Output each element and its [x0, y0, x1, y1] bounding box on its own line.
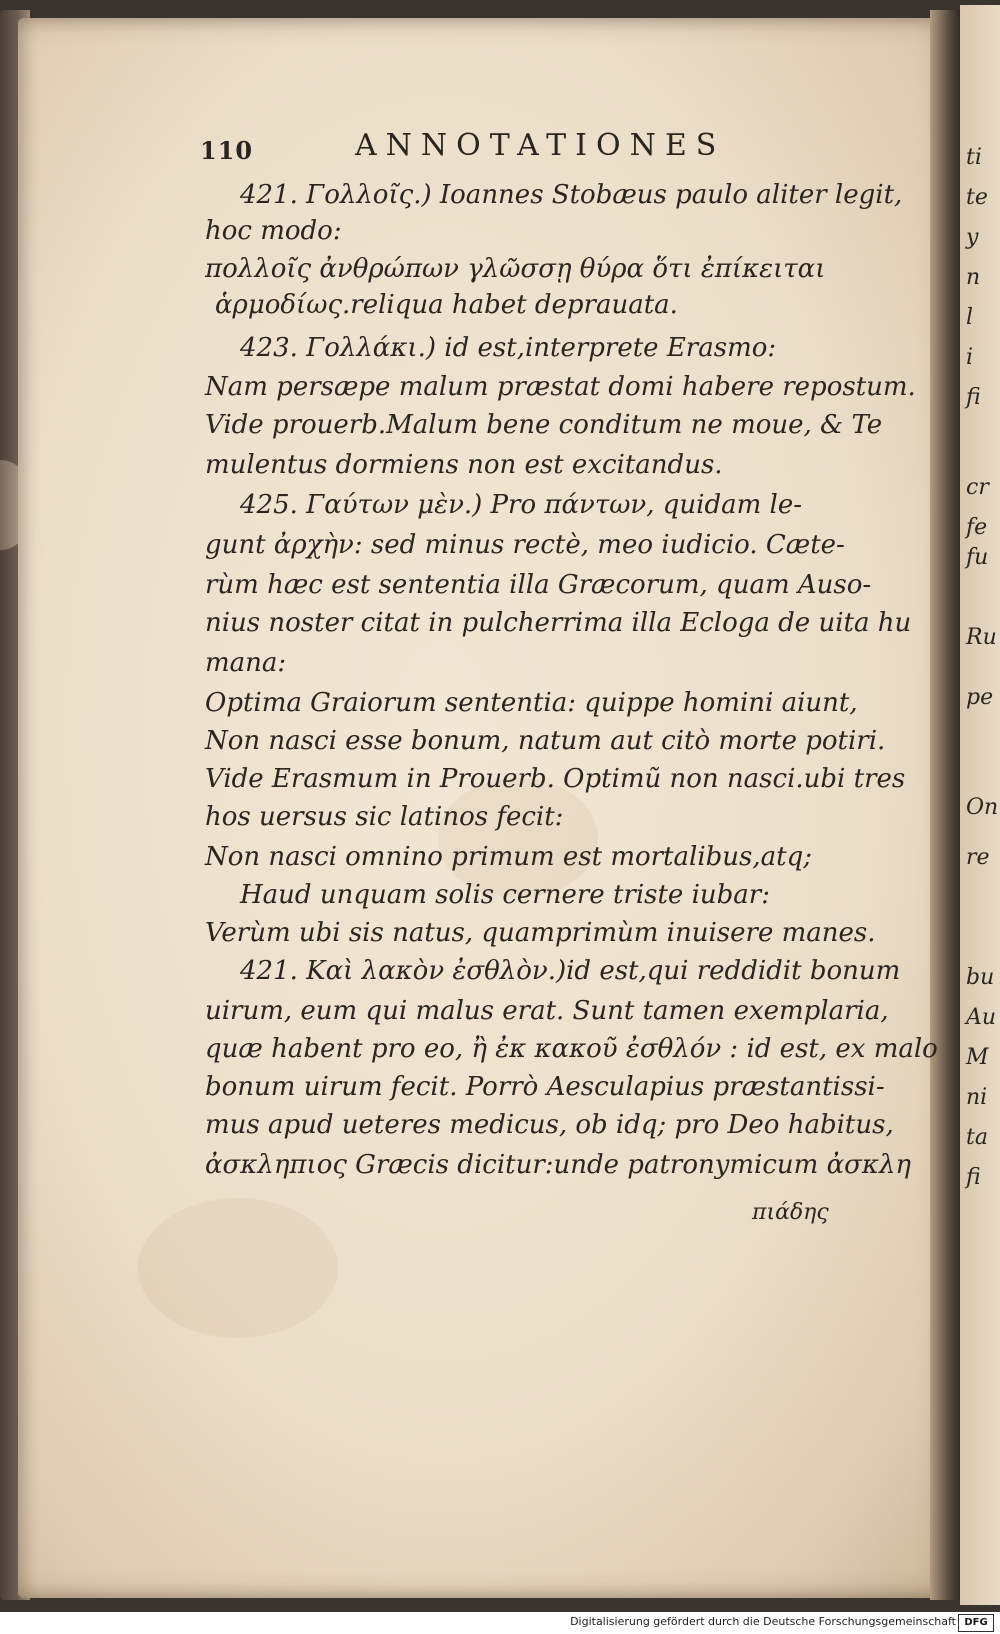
next-page-fragment: pe — [966, 685, 994, 710]
text-line: mana: — [205, 648, 287, 678]
catchword: πιάδης — [752, 1200, 829, 1225]
text-line: ἁρμοδίως.reliqua habet deprauata. — [215, 290, 678, 320]
next-page-fragment: fi — [966, 1165, 981, 1190]
text-line: πολλοῖς ἀνθρώπων γλῶσσῃ θύρα ὅτι ἐπίκειται — [205, 254, 826, 284]
dfg-logo: DFG — [958, 1614, 994, 1632]
text-line: ἀσκληπιος Græcis dicitur:unde patronymicum ἀσκλη — [205, 1150, 912, 1180]
text-line: mus apud ueteres medicus, ob idq; pro Deo habitus, — [205, 1110, 894, 1140]
text-line: Vide prouerb.Malum bene conditum ne moue, & Te — [205, 410, 883, 440]
text-line: 423. Γολλάκι.) id est,interprete Erasmo: — [240, 333, 777, 363]
text-line: gunt ἀρχὴν: sed minus rectè, meo iudicio. Cæte- — [205, 530, 845, 560]
next-page-fragment: te — [966, 185, 988, 210]
next-page-fragment: fu — [966, 545, 989, 570]
text-line: Non nasci omnino primum est mortalibus,atq; — [205, 842, 812, 872]
next-page-fragment: Ru — [966, 625, 997, 650]
next-page-fragment: y — [966, 225, 979, 250]
text-line: nius noster citat in pulcherrima illa Ecloga de uita hu — [205, 608, 912, 638]
next-page-fragment: i — [966, 345, 974, 370]
next-page-edge — [960, 5, 1000, 1605]
text-line: 421. Καὶ λακὸν ἐσθλὸν.)id est,qui reddidit bonum — [240, 956, 901, 986]
next-page-fragment: ni — [966, 1085, 988, 1110]
book-gutter — [930, 10, 960, 1600]
running-header — [200, 128, 850, 168]
text-line: Verùm ubi sis natus, quamprimùm inuisere manes. — [205, 918, 876, 948]
footer-credit: Digitalisierung gefördert durch die Deutsche Forschungsgemeinschaft — [570, 1615, 956, 1628]
next-page-fragment: On — [966, 795, 999, 820]
text-line: hos uersus sic latinos fecit: — [205, 802, 564, 832]
next-page-fragment: bu — [966, 965, 995, 990]
text-line: Nam persæpe malum præstat domi habere repostum. — [205, 372, 916, 402]
text-line: hoc modo: — [205, 216, 342, 246]
text-line: Non nasci esse bonum, natum aut citò morte potiri. — [205, 726, 886, 756]
text-line: mulentus dormiens non est excitandus. — [205, 450, 723, 480]
text-line: Vide Erasmum in Prouerb. Optimũ non nasci.ubi tres — [205, 764, 906, 794]
next-page-fragment: ti — [966, 145, 982, 170]
text-line: quæ habent pro eo, ἢ ἐκ κακοῦ ἐσθλόν : id est, ex malo — [205, 1034, 938, 1064]
page-number: 110 — [200, 136, 254, 165]
next-page-fragment: re — [966, 845, 990, 870]
running-head-title: ANNOTATIONES — [355, 128, 726, 163]
text-line: rùm hæc est sententia illa Græcorum, quam Auso- — [205, 570, 872, 600]
text-line: 425. Γαύτων μὲν.) Pro πάντων, quidam le- — [240, 490, 803, 520]
next-page-fragment: ta — [966, 1125, 988, 1150]
next-page-fragment: l — [966, 305, 974, 330]
text-line: 421. Γολλοῖς.) Ioannes Stobæus paulo aliter legit, — [240, 180, 903, 210]
next-page-fragment: Au — [966, 1005, 997, 1030]
next-page-fragment: n — [966, 265, 981, 290]
next-page-fragment: M — [966, 1045, 989, 1070]
next-page-fragment: fe — [966, 515, 988, 540]
text-line: uirum, eum qui malus erat. Sunt tamen exemplaria, — [205, 996, 889, 1026]
text-line: bonum uirum fecit. Porrò Aesculapius præstantissi- — [205, 1072, 885, 1102]
next-page-fragment: cr — [966, 475, 989, 500]
text-line: Optima Graiorum sententia: quippe homini aiunt, — [205, 688, 858, 718]
next-page-fragment: fi — [966, 385, 981, 410]
footer-bar — [0, 1612, 1000, 1634]
text-line: Haud unquam solis cernere triste iubar: — [240, 880, 770, 910]
